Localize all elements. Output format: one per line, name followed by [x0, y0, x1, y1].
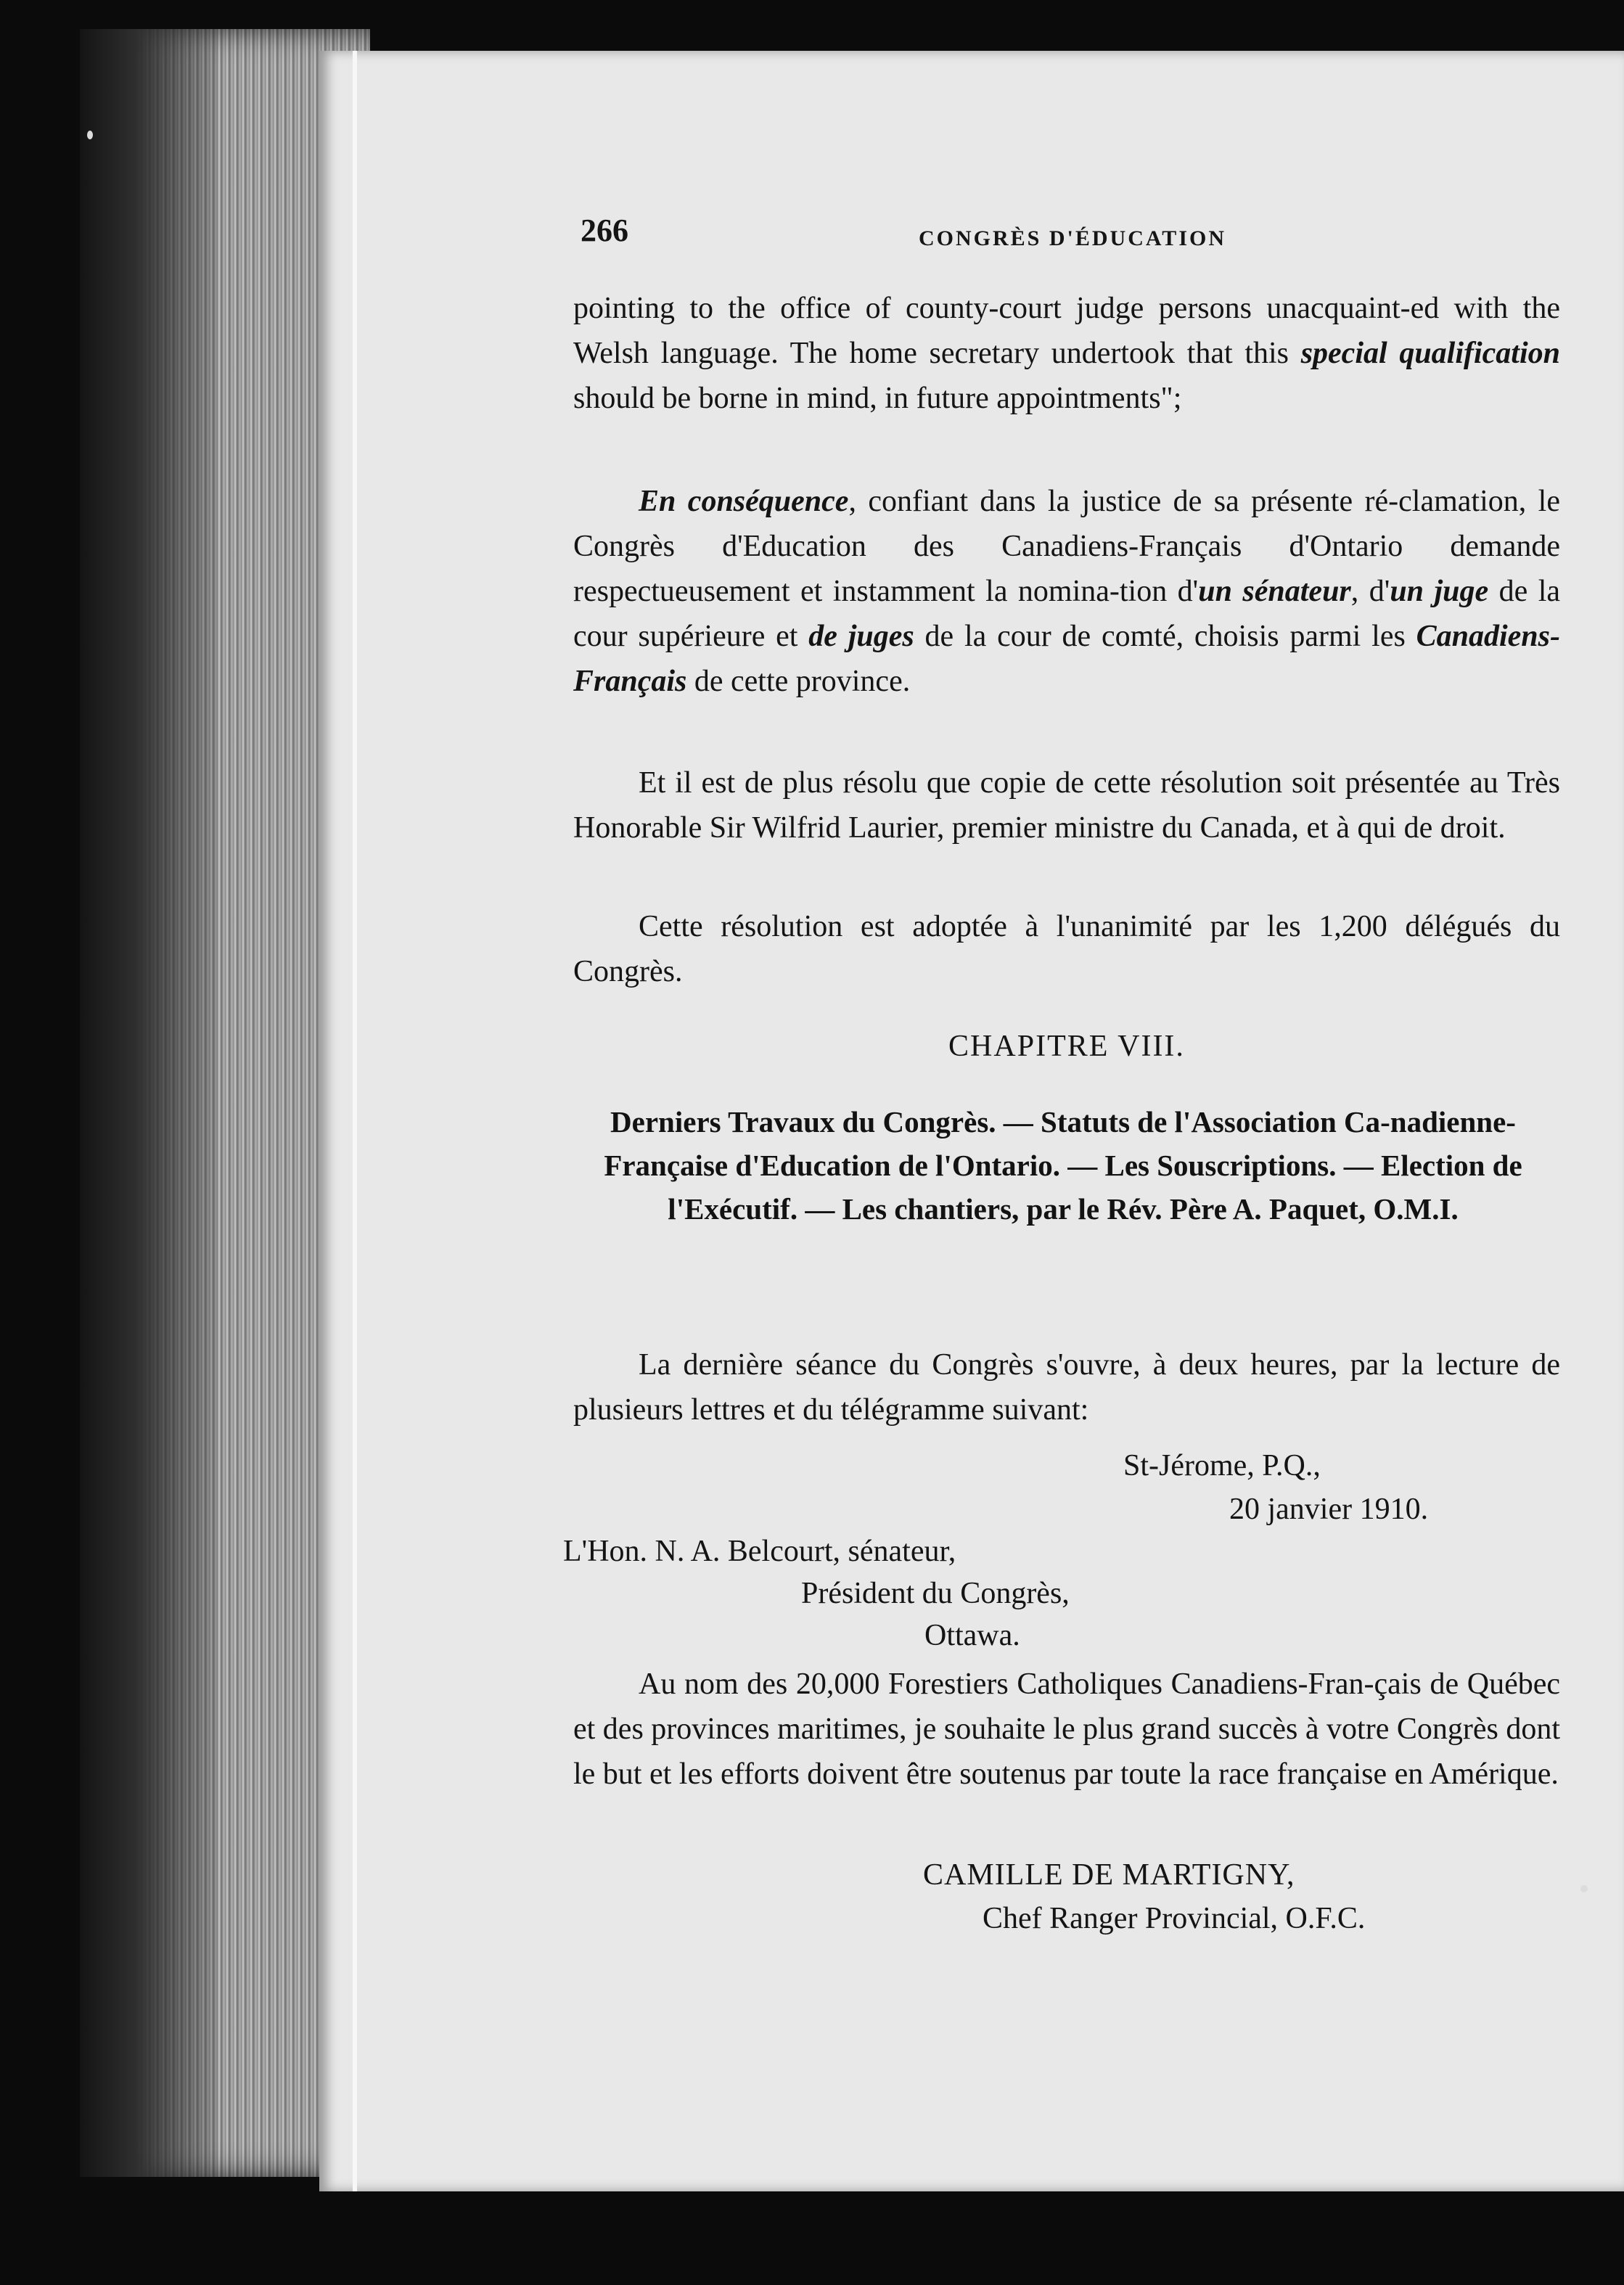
telegram-date: 20 janvier 1910.	[1229, 1493, 1429, 1526]
text-segment: de la cour de comté, choisis parmi les	[914, 620, 1416, 653]
telegram-message: Au nom des 20,000 Forestiers Catholiques Canadiens-Fran-çais de Québec et des provinces maritimes, je souhaite le plus grand succès à votre Congrès dont le but et les efforts doivent être soutenus par toute la race française en Amérique.	[573, 1667, 1560, 1791]
page-number: 266	[581, 213, 628, 248]
scan-speck	[87, 131, 93, 139]
text-segment: de la cour supérieure et	[573, 575, 1561, 653]
italic-segment: En conséquence	[639, 485, 849, 518]
running-title: CONGRÈS D'ÉDUCATION	[919, 226, 1226, 250]
text-segment: pointing to the office of county-court judge persons unacquaint-ed with the Welsh language. The home secretary undertook that this	[573, 292, 1560, 370]
telegram-place: St-Jérome, P.Q.,	[1123, 1449, 1321, 1482]
telegram-addressee-city: Ottawa.	[924, 1619, 1020, 1652]
italic-segment: special qualification	[1300, 337, 1561, 370]
signature-name: CAMILLE DE MARTIGNY,	[923, 1858, 1295, 1892]
page-inner-border	[353, 51, 357, 2191]
italic-segment: Canadiens-Français	[573, 620, 1560, 698]
text-segment: , d'	[1350, 575, 1390, 608]
paragraph-english-quote	[573, 286, 1560, 421]
page-header	[581, 212, 1567, 255]
chapter-title: CHAPITRE VIII.	[948, 1030, 1185, 1063]
paragraph-resolution-copy: Et il est de plus résolu que copie de cette résolution soit présentée au Très Honorable Sir Wilfrid Laurier, premier ministre du Canada, et à qui de droit.	[573, 766, 1560, 845]
paragraph-intro: La dernière séance du Congrès s'ouvre, à deux heures, par la lecture de plusieurs lettres et du télégramme suivant:	[573, 1348, 1560, 1427]
paragraph-reclamation	[573, 479, 1560, 704]
text-segment: , confiant dans la justice de sa présente ré-clamation, le Congrès d'Education des Canadiens-Français d'Ontario demande respectueusement et instamment la nomina-tion d'	[573, 485, 1560, 608]
telegram-addressee-title: Président du Congrès,	[801, 1577, 1070, 1610]
scan-speck	[1580, 1885, 1588, 1892]
paragraph-adoption: Cette résolution est adoptée à l'unanimité par les 1,200 délégués du Congrès.	[573, 910, 1560, 988]
text-segment: should be borne in mind, in future appointments";	[573, 382, 1182, 415]
italic-segment: un sénateur	[1198, 575, 1351, 608]
book-spine-shadow	[80, 29, 218, 2177]
italic-segment: un juge	[1390, 575, 1489, 608]
telegram-addressee: L'Hon. N. A. Belcourt, sénateur,	[563, 1535, 956, 1568]
italic-segment: de juges	[808, 620, 914, 653]
signature-title: Chef Ranger Provincial, O.F.C.	[983, 1902, 1366, 1935]
text-segment: de cette province.	[686, 665, 911, 698]
chapter-summary: Derniers Travaux du Congrès. — Statuts de l'Association Ca-nadienne-Française d'Education de l'Ontario. — Les Souscriptions. — Election de l'Exécutif. — Les chantiers, par le Rév. Père A. Paquet, O.M.I.	[604, 1105, 1522, 1226]
